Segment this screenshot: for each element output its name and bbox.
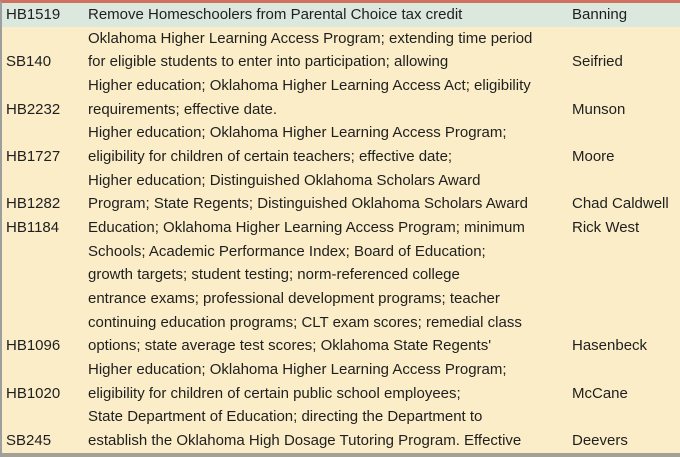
table-row — [2, 74, 680, 121]
description-line: Higher education; Oklahoma Higher Learning Access Program; — [88, 361, 507, 379]
bill-number-cell[interactable]: SB140 — [6, 53, 52, 71]
author-cell[interactable]: Seifried — [572, 53, 623, 71]
description-line: requirements; effective date. — [88, 100, 277, 118]
description-cell[interactable] — [88, 240, 570, 358]
description-line: Remove Homeschoolers from Parental Choice tax credit — [88, 6, 463, 23]
author-cell[interactable]: Chad Caldwell — [572, 195, 669, 213]
description-cell[interactable] — [88, 121, 570, 168]
author-cell[interactable]: McCane — [572, 384, 628, 402]
author-cell[interactable]: Moore — [572, 148, 615, 166]
description-line: Oklahoma Higher Learning Access Program; extending time period — [88, 29, 533, 47]
bills-table-body — [2, 3, 680, 453]
description-line: Program; State Regents; Distinguished Oklahoma Scholars Award — [88, 195, 528, 213]
bill-number-cell[interactable]: HB1519 — [6, 6, 61, 23]
table-row — [2, 3, 680, 27]
description-line: Higher education; Oklahoma Higher Learning Access Program; — [88, 124, 507, 142]
description-cell[interactable] — [88, 358, 570, 405]
description-line: options; state average test scores; Oklahoma State Regents' — [88, 337, 492, 355]
table-row — [2, 240, 680, 358]
author-cell[interactable]: Deevers — [572, 432, 628, 450]
description-line: Education; Oklahoma Higher Learning Access Program; minimum — [88, 219, 525, 237]
table-row — [2, 27, 680, 74]
bill-number-cell[interactable]: HB2232 — [6, 100, 61, 118]
description-line: eligibility for children of certain teachers; effective date; — [88, 148, 453, 166]
author-cell[interactable]: Hasenbeck — [572, 337, 648, 355]
description-cell[interactable] — [88, 169, 570, 216]
bill-number-cell[interactable]: HB1020 — [6, 384, 61, 402]
description-line: eligibility for children of certain public school employees; — [88, 384, 461, 402]
table-row — [2, 405, 680, 452]
table-row — [2, 169, 680, 216]
description-line: State Department of Education; directing the Department to — [88, 408, 483, 426]
description-line: entrance exams; professional development programs; teacher — [88, 290, 500, 308]
table-row — [2, 358, 680, 405]
description-cell[interactable] — [88, 3, 570, 27]
description-cell[interactable] — [88, 74, 570, 121]
bill-number-cell[interactable]: SB245 — [6, 432, 52, 450]
bill-number-cell[interactable]: HB1282 — [6, 195, 61, 213]
description-line: establish the Oklahoma High Dosage Tutoring Program. Effective — [88, 432, 522, 450]
description-cell[interactable] — [88, 405, 570, 452]
description-line: for eligible students to enter into participation; allowing — [88, 53, 449, 71]
table-row — [2, 121, 680, 168]
author-cell[interactable]: Munson — [572, 100, 626, 118]
description-line: Higher education; Distinguished Oklahoma Scholars Award — [88, 171, 481, 189]
author-cell[interactable]: Banning — [572, 6, 628, 23]
description-line: Higher education; Oklahoma Higher Learning Access Act; eligibility — [88, 77, 531, 95]
bottom-edge-strip — [2, 453, 680, 457]
author-cell[interactable]: Rick West — [572, 219, 640, 237]
description-cell[interactable] — [88, 216, 570, 240]
description-line: continuing education programs; CLT exam scores; remedial class — [88, 313, 522, 331]
description-line: Schools; Academic Performance Index; Board of Education; — [88, 242, 486, 260]
bill-number-cell[interactable]: HB1096 — [6, 337, 61, 355]
description-line: growth targets; student testing; norm-referenced college — [88, 266, 460, 284]
description-cell[interactable] — [88, 27, 570, 74]
table-row — [2, 216, 680, 240]
bill-number-cell[interactable]: HB1727 — [6, 148, 61, 166]
bill-number-cell[interactable]: HB1184 — [6, 219, 60, 237]
